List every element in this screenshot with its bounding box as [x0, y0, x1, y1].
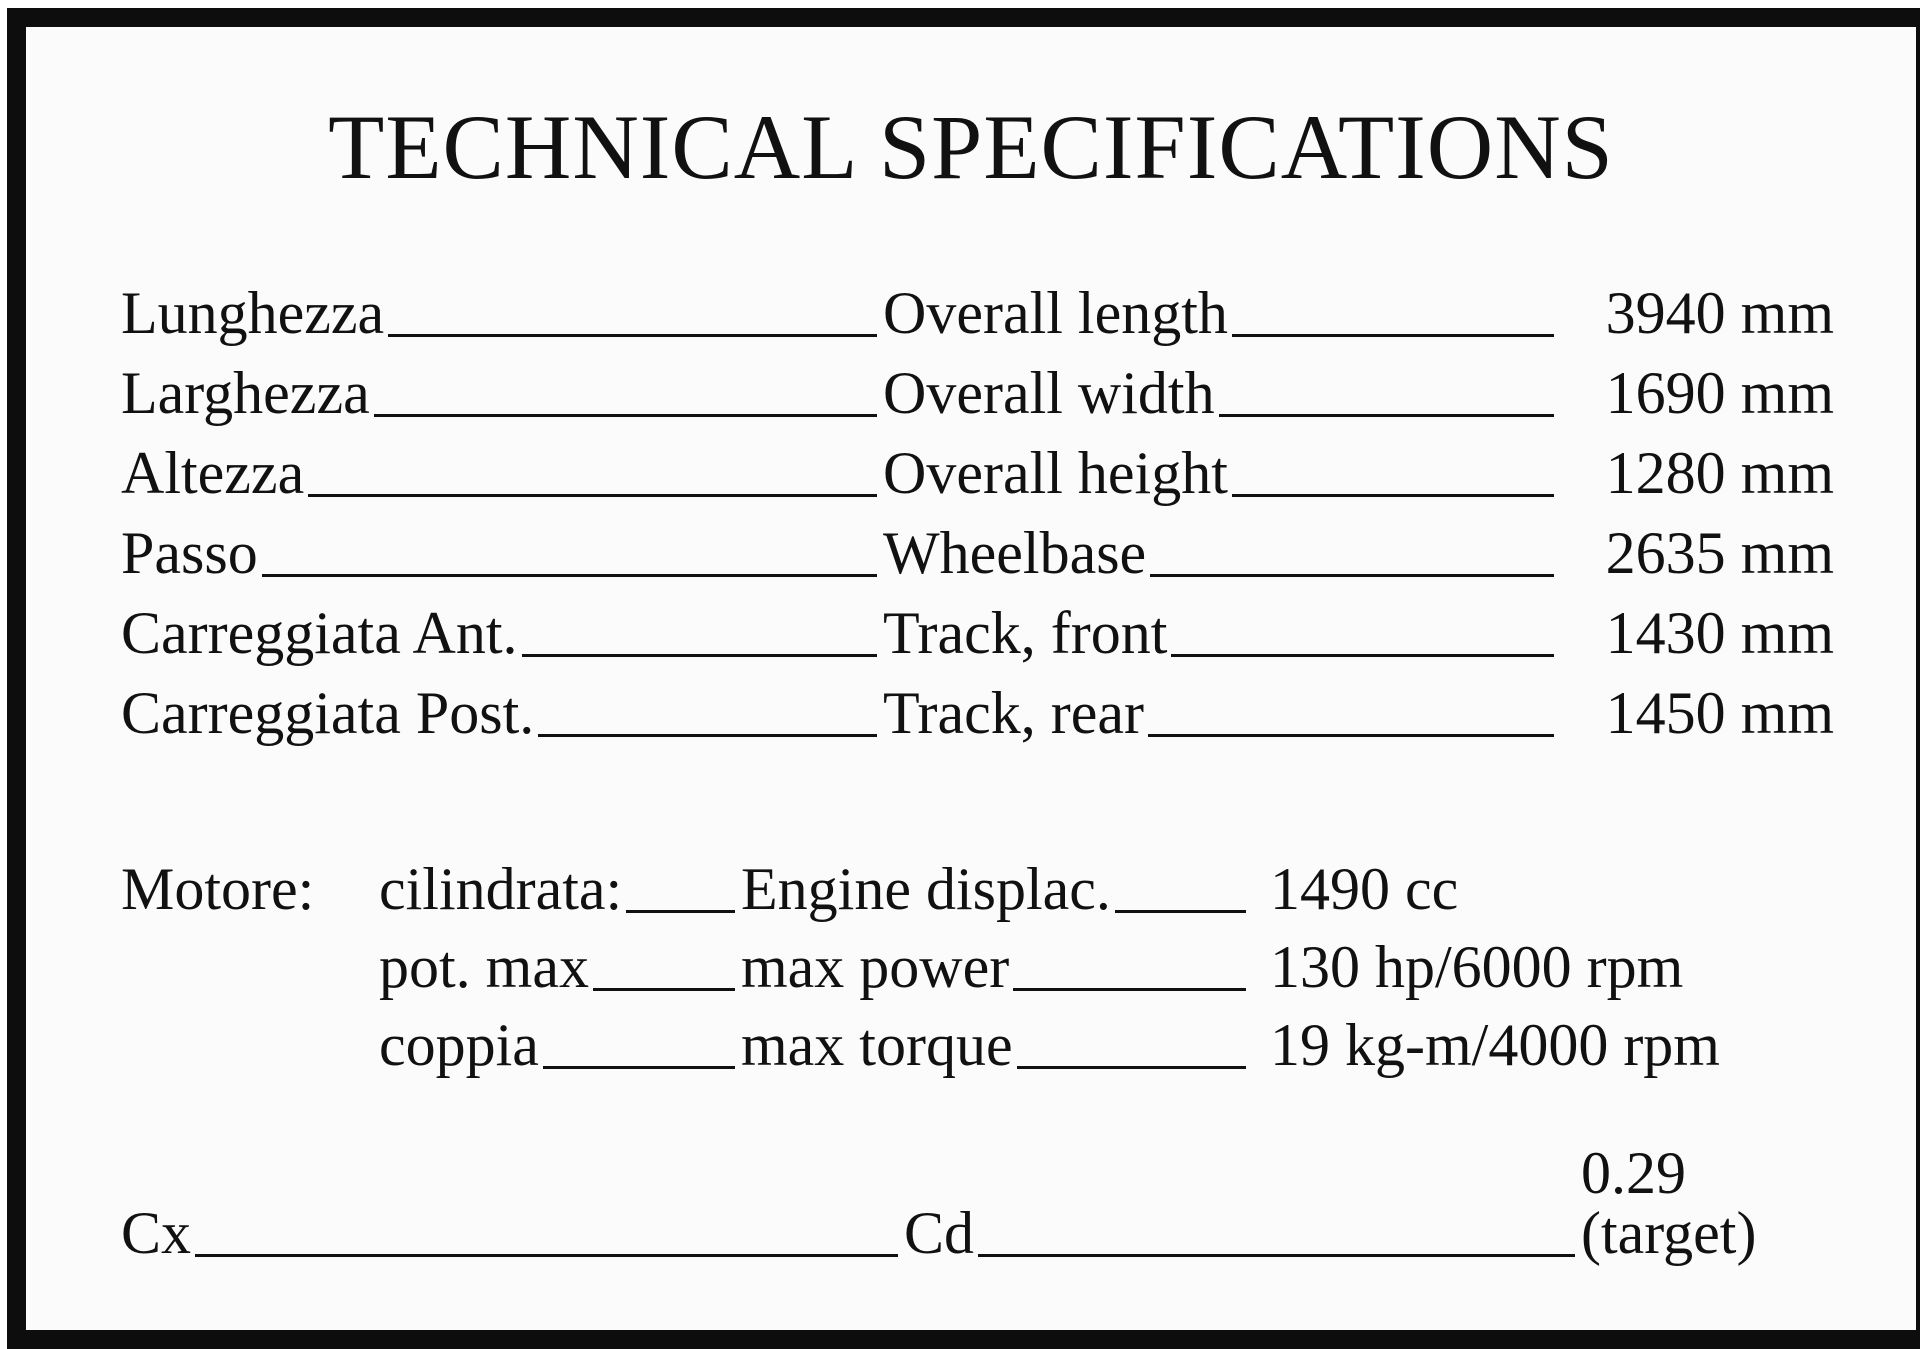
- spec-row-width: [121, 343, 1834, 426]
- spec-value: 19 kg-m/4000 rpm: [1270, 1012, 1720, 1078]
- spec-label-en: Overall length: [883, 280, 1228, 346]
- spec-label-it: pot. max: [379, 934, 589, 1000]
- spec-value: 1280 mm: [1605, 440, 1834, 506]
- leader-line: [522, 654, 877, 657]
- leader-line: [978, 1254, 1575, 1257]
- leader-line: [195, 1254, 898, 1257]
- spec-label-it: Carreggiata Ant.: [121, 600, 518, 666]
- spec-value: 0.29 (target): [1581, 1140, 1757, 1266]
- leader-line: [1171, 654, 1554, 657]
- leader-line: [538, 734, 877, 737]
- leader-line: [308, 494, 877, 497]
- leader-line: [1115, 910, 1246, 913]
- spec-label-en: max power: [741, 934, 1010, 1000]
- spec-label-en: Cd: [904, 1200, 975, 1266]
- spec-row-height: [121, 423, 1834, 506]
- leader-line: [593, 988, 735, 991]
- spec-row-track-front: [121, 583, 1834, 666]
- spec-label-it: Carreggiata Post.: [121, 680, 535, 746]
- spec-label-en: Track, front: [883, 600, 1168, 666]
- page-title: TECHNICAL SPECIFICATIONS: [328, 96, 1614, 198]
- leader-line: [1150, 574, 1554, 577]
- spec-label-en: Overall height: [883, 440, 1228, 506]
- leader-line: [1013, 988, 1246, 991]
- spec-label-en: Wheelbase: [883, 520, 1147, 586]
- spec-row-wheelbase: [121, 503, 1834, 586]
- leader-line: [1232, 494, 1554, 497]
- spec-row-track-rear: [121, 663, 1834, 746]
- spec-label-it: Larghezza: [121, 360, 370, 426]
- spec-value: 130 hp/6000 rpm: [1270, 934, 1684, 1000]
- spec-label-it: coppia: [379, 1012, 539, 1078]
- spec-row-length: [121, 263, 1834, 346]
- spec-label-en: Overall width: [883, 360, 1215, 426]
- engine-row-power: [121, 917, 1684, 1000]
- leader-line: [374, 414, 877, 417]
- spec-value: 1450 mm: [1605, 680, 1834, 746]
- spec-sheet-frame: [7, 8, 1920, 1349]
- spec-value: 2635 mm: [1605, 520, 1834, 586]
- leader-line: [1219, 414, 1554, 417]
- spec-value: 1430 mm: [1605, 600, 1834, 666]
- spec-value: 3940 mm: [1605, 280, 1834, 346]
- spec-label-it: Cx: [121, 1200, 192, 1266]
- spec-label-it: cilindrata:: [379, 856, 623, 922]
- leader-line: [626, 910, 735, 913]
- spec-label-it: Lunghezza: [121, 280, 385, 346]
- engine-row-torque: [121, 995, 1720, 1078]
- leader-line: [388, 334, 877, 337]
- leader-line: [262, 574, 877, 577]
- spec-value: 1690 mm: [1605, 360, 1834, 426]
- spec-label-en: Engine displac.: [741, 856, 1111, 922]
- leader-line: [543, 1066, 735, 1069]
- spec-label-en: Track, rear: [883, 680, 1145, 746]
- spec-label-it: Passo: [121, 520, 258, 586]
- spec-label-en: max torque: [741, 1012, 1013, 1078]
- engine-label: Motore:: [121, 856, 315, 922]
- engine-row-displacement: [121, 839, 1459, 922]
- spec-row-drag: [121, 1140, 1834, 1266]
- leader-line: [1148, 734, 1554, 737]
- spec-value: 1490 cc: [1270, 856, 1459, 922]
- leader-line: [1017, 1066, 1246, 1069]
- leader-line: [1232, 334, 1554, 337]
- spec-label-it: Altezza: [121, 440, 305, 506]
